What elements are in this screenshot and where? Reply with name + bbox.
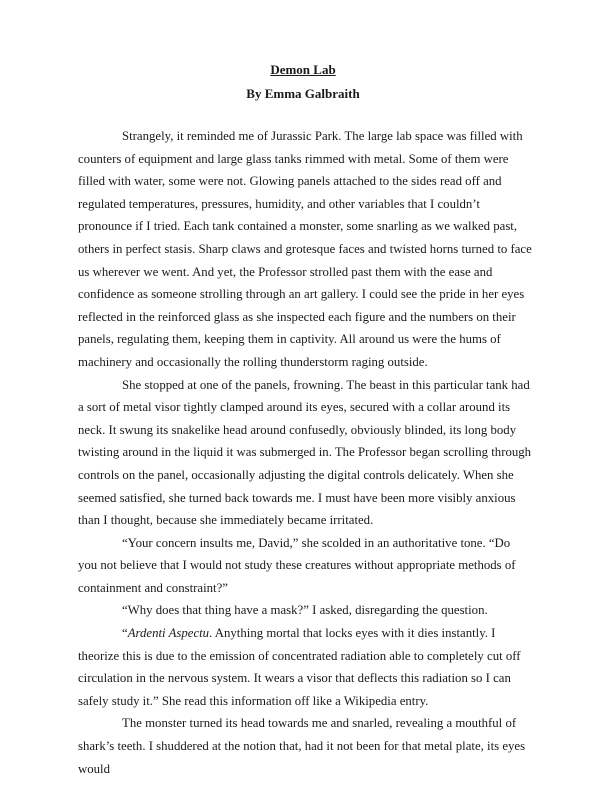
paragraph: She stopped at one of the panels, frowning. The beast in this particular tank had a sort of metal visor tightly clamped around its eyes, secured with a collar around its neck. It swung its snakelike head around confusedly, obviously blinded, its long body twisting around in the liquid it was submerged in. The Professor began scrolling through controls on the panel, occasionally adjusting the digital controls delicately. When she seemed satisfied, she turned back towards me. I must have been more visibly anxious than I thought, because she immediately became irritated. bbox=[78, 377, 532, 528]
open-quote: “ bbox=[122, 626, 128, 641]
italic-term: Ardenti Aspectu bbox=[127, 626, 210, 641]
paragraph: “Your concern insults me, David,” she scolded in an authoritative tone. “Do you not believe that I would not study these creatures without appropriate methods of containment and constraint?” bbox=[78, 535, 516, 595]
paragraph: Strangely, it reminded me of Jurassic Park. The large lab space was filled with counters of equipment and large glass tanks rimmed with metal. Some of them were filled with water, some were not. Glowing panels attached to the sides read off and regulated temperatures, pressures, humidity, and other variables that I couldn’t pronounce if I tried. Each tank contained a monster, some snarling as we walked past, others in perfect stasis. Sharp claws and grotesque faces and twisted horns turned to face us wherever we went. And yet, the Professor strolled past them with the ease and confidence as someone strolling through an art gallery. I could see the pride in her eyes reflected in the reinforced glass as she inspected each figure and the numbers on their panels, regulating them, keeping them in captivity. All around us were the hums of machinery and occasionally the rolling thunderstorm raging outside. bbox=[78, 129, 532, 369]
paragraph bbox=[78, 622, 532, 712]
paragraph: The monster turned its head towards me and snarled, revealing a mouthful of shark’s teeth. I shuddered at the notion that, had it not been for that metal plate, its eyes would bbox=[78, 716, 526, 776]
author-byline: By Emma Galbraith bbox=[246, 86, 360, 101]
paragraph: “Why does that thing have a mask?” I asked, disregarding the question. bbox=[122, 603, 488, 618]
story-title: Demon Lab bbox=[270, 62, 336, 77]
story-body bbox=[78, 125, 532, 780]
paragraph-rest: . Anything mortal that locks eyes with it dies instantly. I theorize this is due to the emission of concentrated radiation able to completely cut off circulation in the nervous system. It wears a visor that deflects this radiation so I can safely study it.” She read this information off like a Wikipedia entry. bbox=[78, 626, 521, 708]
